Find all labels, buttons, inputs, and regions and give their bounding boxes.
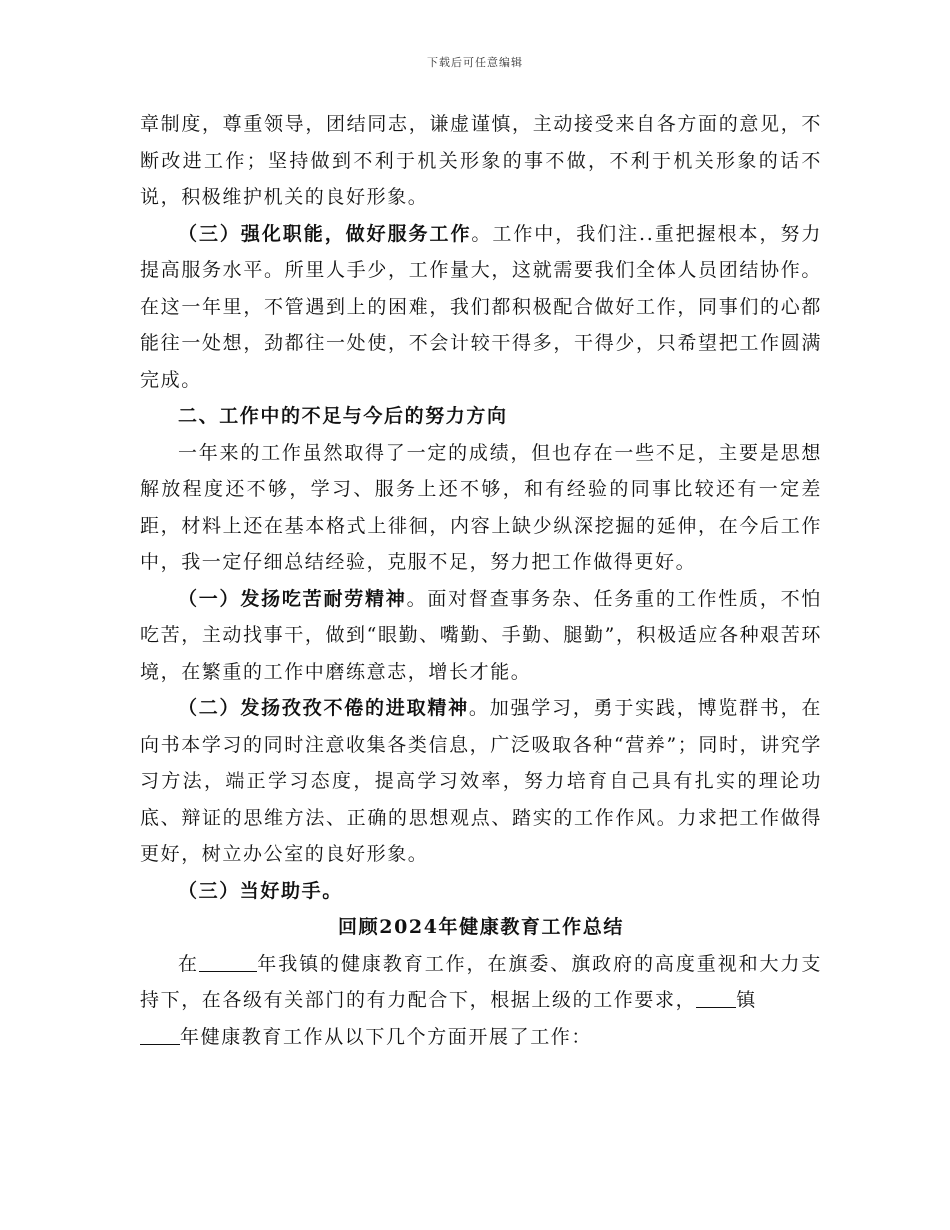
document-body: [140, 106, 822, 1055]
intro-text-c: 镇: [736, 989, 757, 1011]
heading-shortcomings: 二、工作中的不足与今后的努力方向: [178, 405, 508, 427]
paragraph-text-hard-work: 。面对督查事务杂、任务重的工作性质，不怕吃苦，主动找事干，做到“眼勤、嘴勤、手勤、腿勤”，积极适应各种艰苦环境，在繁重的工作中磨练意志，增长才能。: [140, 587, 822, 683]
paragraph-hard-work: [140, 581, 822, 691]
section-heading-enterprising: （二）发扬孜孜不倦的进取精神: [178, 697, 469, 719]
section-heading-assistant: （三）当好助手。: [178, 879, 343, 902]
paragraph-enterprising: [140, 690, 822, 873]
paragraph-health-education-intro: [140, 946, 822, 1056]
blank-year-field-2: [140, 1026, 180, 1045]
intro-text-a: 在: [178, 952, 199, 975]
section-heading-strengthen: （三）强化职能，做好服务工作: [178, 222, 472, 245]
page-header-note: 下载后可任意编辑: [427, 56, 523, 69]
paragraph-strengthen-function: [140, 216, 822, 399]
paragraph-text-strengthen: 。工作中，我们注..重把握根本，努力提高服务水平。所里人手少，工作量大，这就需要我们全体人员团结协作。在这一年里，不管遇到上的困难，我们都积极配合做好工作，同事们的心都能往一处想，劲都往一处使，不会计较干得多，干得少，只希望把工作圆满完成。: [140, 222, 822, 391]
paragraph-shortcomings: 一年来的工作虽然取得了一定的成绩，但也存在一些不足，主要是思想解放程度还不够，学习、服务上还不够，和有经验的同事比较还有一定差距，材料上还在基本格式上徘徊，内容上缺少纵深挖掘的延伸，在今后工作中，我一定仔细总结经验，克服不足，努力把工作做得更好。: [140, 441, 822, 573]
paragraph-text-enterprising: 。加强学习，勇于实践，博览群书，在向书本学习的同时注意收集各类信息，广泛吸取各种“营养”；同时，讲究学习方法，端正学习态度，提高学习效率，努力培育自己具有扎实的理论功底、辩证的思维方法、正确的思想观点、踏实的工作作风。力求把工作做得更好，树立办公室的良好形象。: [140, 697, 822, 865]
blank-year-field: [199, 953, 257, 972]
paragraph-discipline: 章制度，尊重领导，团结同志，谦虚谨慎，主动接受来自各方面的意见，不断改进工作；坚持做到不利于机关形象的事不做，不利于机关形象的话不说，积极维护机关的良好形象。: [140, 113, 822, 208]
blank-town-field: [696, 989, 736, 1008]
section-heading-hard-work: （一）发扬吃苦耐劳精神: [178, 587, 407, 610]
document-title-health-education: 回顾2024年健康教育工作总结: [338, 916, 624, 938]
intro-text-b: 年我镇的健康教育工作，在旗委、旗政府的高度重视和大力支持下，在各级有关部门的有力配合下，根据上级的工作要求，: [140, 952, 822, 1011]
intro-text-d: 年健康教育工作从以下几个方面开展了工作：: [180, 1025, 593, 1048]
